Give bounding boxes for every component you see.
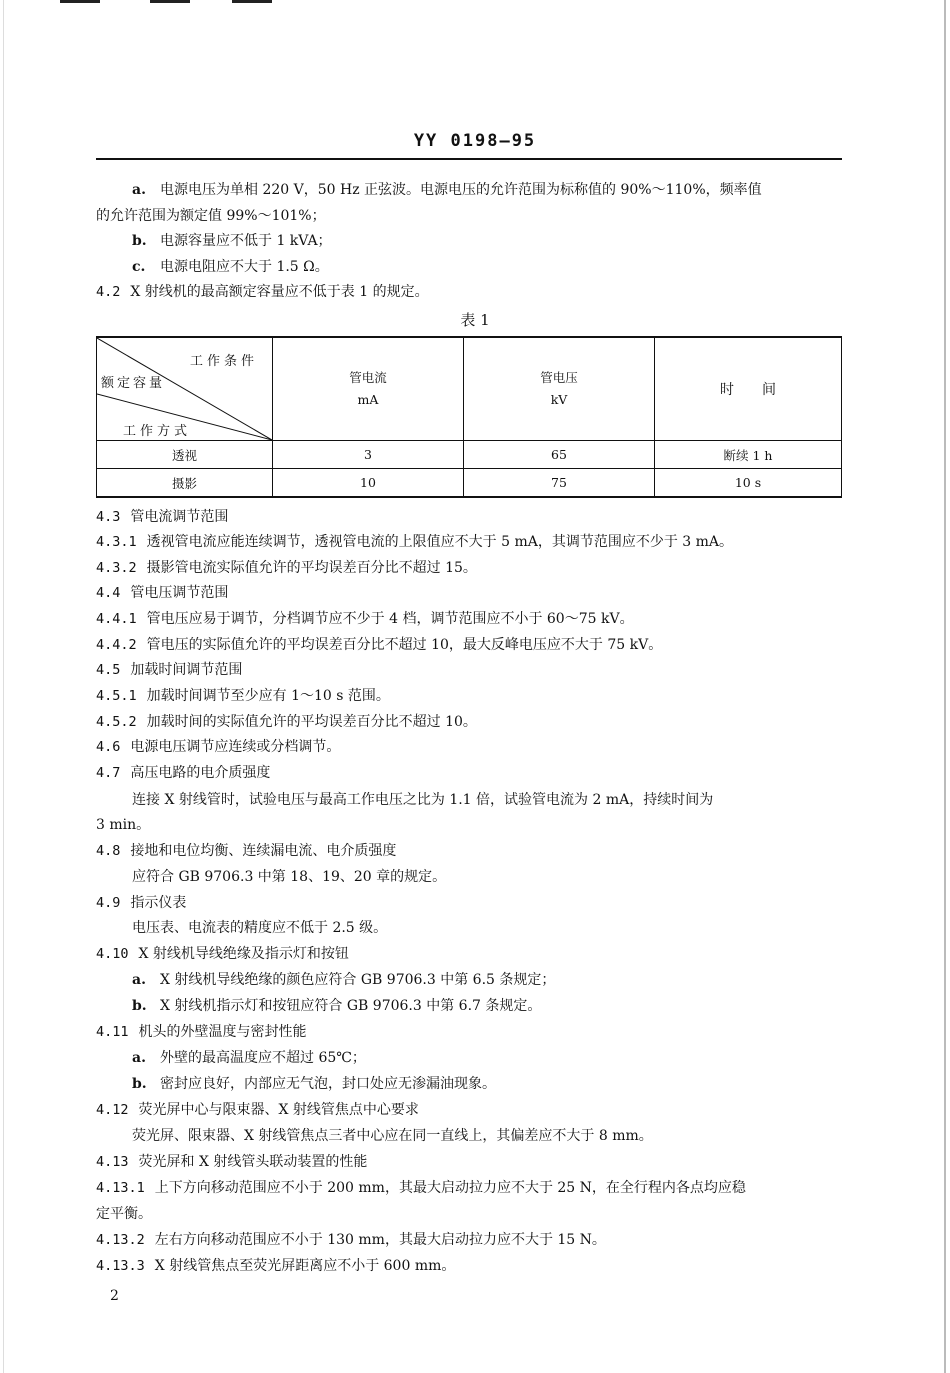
clause-text: 电源电压调节应连续或分档调节。 [130, 739, 341, 755]
item-label: b. [132, 233, 147, 249]
clause-text: X 射线管焦点至荧光屏距离应不小于 600 mm。 [154, 1258, 456, 1274]
clause-4-9-body: 电压表、电流表的精度应不低于 2.5 级。 [132, 920, 388, 936]
clause-number: 4.13.3 [96, 1258, 145, 1274]
item-label: a. [132, 182, 146, 198]
clause-4-10 [96, 944, 842, 964]
clause-number: 4.3.1 [96, 534, 137, 550]
clause-number: 4.13 [96, 1154, 129, 1170]
item-text: 密封应良好，内部应无气泡，封口处应无渗漏油现象。 [160, 1076, 496, 1092]
clause-line [96, 558, 842, 578]
clause-text: 接地和电位均衡、连续漏电流、电介质强度 [130, 843, 397, 859]
col-title: 管电流 [349, 370, 387, 385]
cell-current: 3 [273, 441, 464, 469]
cell-voltage: 65 [464, 441, 655, 469]
cell-voltage: 75 [464, 469, 655, 498]
cell-current: 10 [273, 469, 464, 498]
clause-line [96, 532, 842, 552]
clause-text: 透视管电流应能连续调节，透视管电流的上限值应不大于 5 mA，其调节范围应不少于 3 mA。 [146, 534, 734, 550]
item-label: b. [132, 1076, 147, 1092]
clause-4-7-body: 连接 X 射线管时，试验电压与最高工作电压之比为 1.1 倍，试验管电流为 2 mA，持续时间为 [132, 792, 714, 808]
item-text: 外壁的最高温度应不超过 65℃； [160, 1050, 366, 1066]
clause-text: 上下方向移动范围应不小于 200 mm，其最大启动拉力应不大于 25 N，在全行程内各点均应稳 [154, 1180, 746, 1196]
clause-4-13-1 [96, 1178, 842, 1198]
clause-text: 机头的外壁温度与密封性能 [138, 1024, 307, 1040]
intro-item-a-cont: 的允许范围为额定值 99%～101%； [96, 208, 326, 224]
clause-text: 高压电路的电介质强度 [130, 765, 271, 781]
clause-4-13 [96, 1152, 842, 1172]
clause-number: 4.13.2 [96, 1232, 145, 1248]
clause-number: 4.13.1 [96, 1180, 145, 1196]
item-label: a. [132, 1050, 146, 1066]
clause-line [96, 635, 842, 655]
diag-rated-capacity: 额定容量 [101, 376, 166, 391]
item-label: b. [132, 998, 147, 1014]
cell-mode: 透视 [97, 441, 273, 469]
clause-line [96, 609, 842, 629]
clause-text: 管电压调节范围 [130, 585, 229, 601]
header-rule [96, 158, 842, 160]
page-number: 2 [110, 1288, 119, 1304]
page-edge [3, 0, 4, 1373]
item-text: 电源电阻应不大于 1.5 Ω。 [160, 259, 329, 275]
clause-4-13-2 [96, 1230, 842, 1250]
scan-artifact [232, 0, 272, 3]
item-text: X 射线机导线绝缘的颜色应符合 GB 9706.3 中第 6.5 条规定； [160, 972, 556, 988]
clause-4-11-b [132, 1074, 842, 1094]
diag-working-mode: 工作方式 [123, 424, 192, 439]
clause-number: 4.10 [96, 946, 129, 962]
clause-number: 4.6 [96, 739, 121, 755]
clause-number: 4.7 [96, 765, 121, 781]
scan-artifact [60, 0, 100, 3]
intro-item-a [132, 180, 842, 200]
clause-line [96, 763, 842, 783]
clause-4-13-3 [96, 1256, 842, 1276]
clause-text: 管电压应易于调节，分档调节应不少于 4 档，调节范围应不小于 60～75 kV。 [146, 611, 634, 627]
col-header-time: 时 间 [655, 337, 842, 441]
clause-text: 加载时间调节至少应有 1～10 s 范围。 [146, 688, 390, 704]
clause-text: 加载时间的实际值允许的平均误差百分比不超过 10。 [146, 714, 477, 730]
table-row [97, 441, 842, 469]
col-header-voltage [464, 337, 655, 441]
diag-working-conditions: 工作条件 [189, 354, 258, 369]
item-text: X 射线机指示灯和按钮应符合 GB 9706.3 中第 6.7 条规定。 [160, 998, 542, 1014]
cell-mode: 摄影 [97, 469, 273, 498]
clause-4-11 [96, 1022, 842, 1042]
clause-line [96, 737, 842, 757]
clause-text: 指示仪表 [130, 895, 187, 911]
cell-time: 10 s [655, 469, 842, 498]
clause-number: 4.4.1 [96, 611, 137, 627]
clause-number: 4.3 [96, 509, 121, 525]
item-text: 电源电压为单相 220 V，50 Hz 正弦波。电源电压的允许范围为标称值的 90%～110%，频率值 [160, 182, 762, 198]
clause-number: 4.11 [96, 1024, 129, 1040]
clause-text: X 射线机的最高额定容量应不低于表 1 的规定。 [130, 284, 429, 300]
clause-number: 4.5.2 [96, 714, 137, 730]
clause-4-11-a [132, 1048, 842, 1068]
clause-number: 4.4 [96, 585, 121, 601]
clause-line [96, 583, 842, 603]
clause-number: 4.4.2 [96, 637, 137, 653]
col-title: 管电压 [540, 370, 578, 385]
col-unit: kV [550, 392, 568, 407]
standard-header: YY 0198—95 [413, 131, 537, 151]
rating-table [96, 336, 842, 498]
clause-number: 4.5 [96, 662, 121, 678]
table-row [97, 469, 842, 498]
intro-item-c [132, 257, 842, 277]
clause-4-2 [96, 282, 842, 302]
clause-number: 4.2 [96, 284, 121, 300]
clause-line [96, 686, 842, 706]
clause-text: 加载时间调节范围 [130, 662, 243, 678]
clause-text: 荧光屏中心与限束器、X 射线管焦点中心要求 [138, 1102, 419, 1118]
clause-4-8-body: 应符合 GB 9706.3 中第 18、19、20 章的规定。 [132, 869, 447, 885]
clause-number: 4.3.2 [96, 560, 137, 576]
item-label: a. [132, 972, 146, 988]
scan-artifact [150, 0, 190, 3]
clause-4-12-body: 荧光屏、限束器、X 射线管焦点三者中心应在同一直线上，其偏差应不大于 8 mm。 [132, 1128, 653, 1144]
clause-4-12 [96, 1100, 842, 1120]
clause-text: 管电流调节范围 [130, 509, 229, 525]
clause-line [96, 712, 842, 732]
clause-text: 荧光屏和 X 射线管头联动装置的性能 [138, 1154, 368, 1170]
item-label: c. [132, 259, 146, 275]
clause-line [96, 507, 842, 527]
clause-text: X 射线机导线绝缘及指示灯和按钮 [138, 946, 349, 962]
clause-4-7-cont: 3 min。 [96, 817, 151, 833]
clause-text: 摄影管电流实际值允许的平均误差百分比不超过 15。 [146, 560, 477, 576]
clause-number: 4.9 [96, 895, 121, 911]
diagonal-header-cell [97, 337, 273, 441]
cell-time: 断续 1 h [655, 441, 842, 469]
clause-text: 管电压的实际值允许的平均误差百分比不超过 10，最大反峰电压应不大于 75 kV。 [146, 637, 663, 653]
clause-4-13-1-cont: 定平衡。 [96, 1206, 152, 1222]
col-unit: mA [357, 392, 379, 407]
clause-number: 4.12 [96, 1102, 129, 1118]
intro-item-b [132, 231, 842, 251]
item-text: 电源容量应不低于 1 kVA； [160, 233, 332, 249]
clause-4-10-b [132, 996, 842, 1016]
clause-4-10-a [132, 970, 842, 990]
clause-text: 左右方向移动范围应不小于 130 mm，其最大启动拉力应不大于 15 N。 [154, 1232, 606, 1248]
clause-4-9 [96, 893, 842, 913]
clause-line [96, 660, 842, 680]
col-header-current [273, 337, 464, 441]
clause-number: 4.8 [96, 843, 121, 859]
clause-4-8 [96, 841, 842, 861]
table-caption: 表 1 [460, 311, 490, 329]
clause-number: 4.5.1 [96, 688, 137, 704]
page-edge [944, 0, 946, 1373]
